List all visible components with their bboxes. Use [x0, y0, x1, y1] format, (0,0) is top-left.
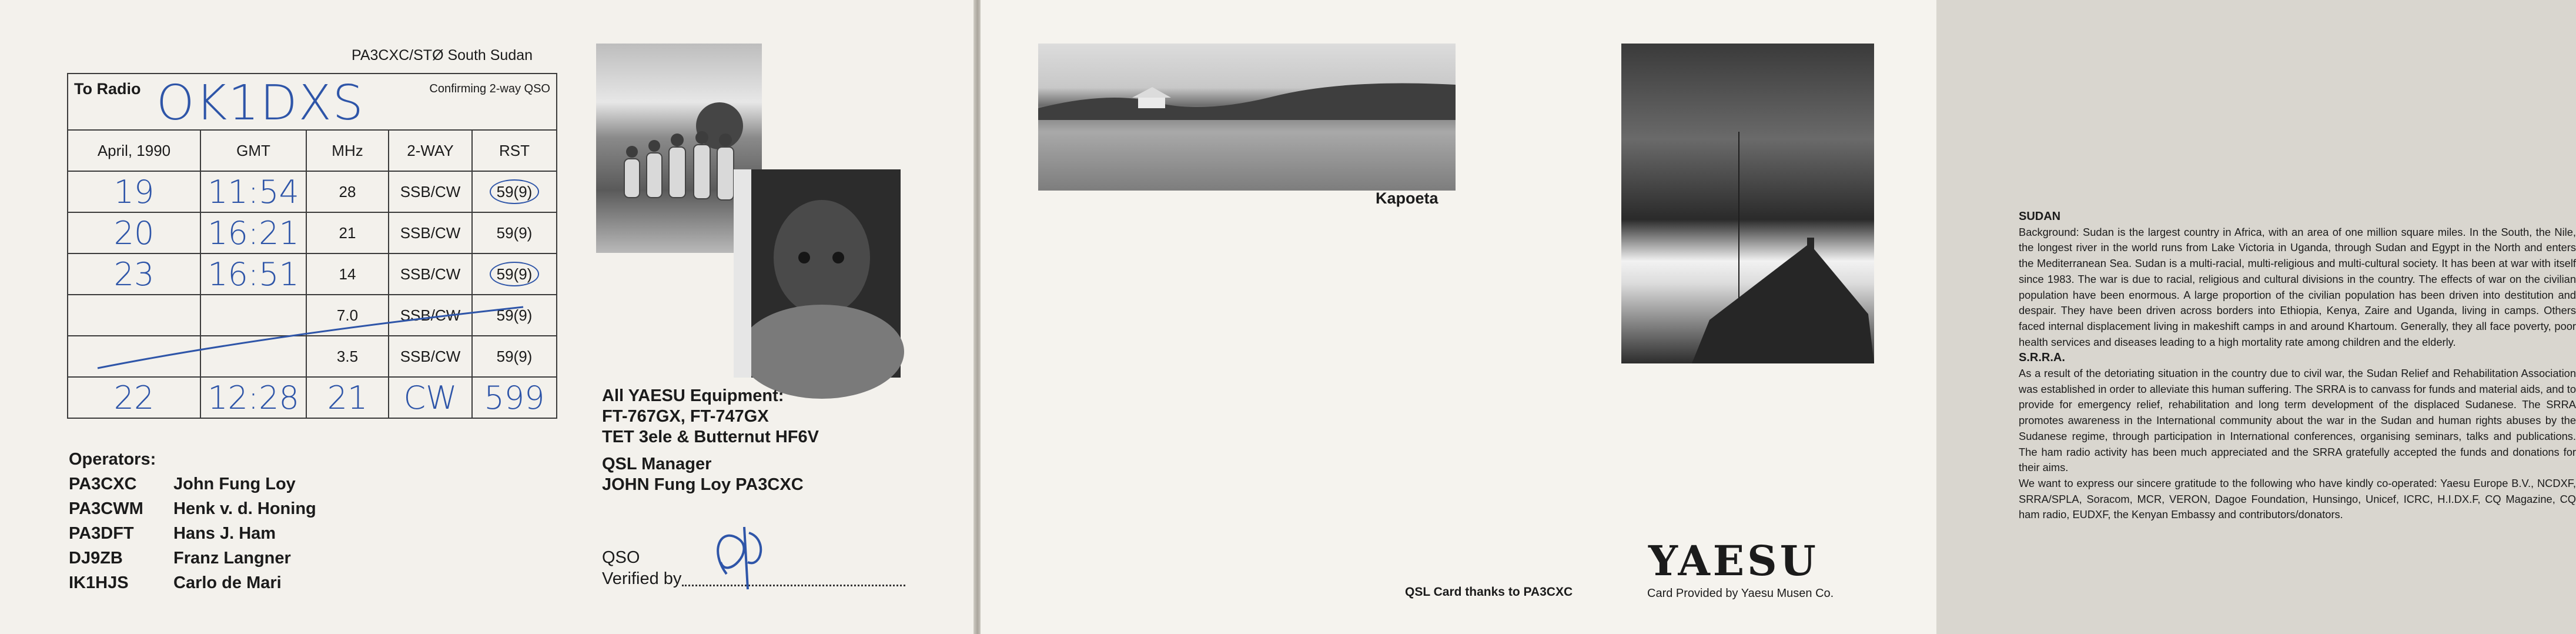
date-cell: 23: [68, 253, 200, 295]
operator-name: Carlo de Mari: [173, 573, 282, 592]
station-header: PA3CXC/STØ South Sudan: [352, 47, 533, 64]
col-header-date: April, 1990: [68, 130, 200, 171]
qsl-manager-name: JOHN Fung Loy PA3CXC: [602, 475, 804, 494]
col-header-rst: RST: [472, 130, 557, 171]
article-text: [2019, 209, 2576, 523]
operator-call: PA3CWM: [69, 499, 143, 518]
mode-cell: SSB/CW: [389, 295, 472, 336]
equipment-block: [602, 386, 819, 448]
table-row: [68, 253, 557, 295]
table-row: [68, 171, 557, 212]
mhz-cell: 14: [306, 253, 389, 295]
provided-by: Card Provided by Yaesu Musen Co.: [1647, 587, 1834, 600]
col-header-gmt: GMT: [200, 130, 306, 171]
operator-call: PA3CXC: [69, 475, 137, 493]
rst-cell: 59(9): [472, 336, 557, 377]
mode-cell: SSB/CW: [389, 336, 472, 377]
date-cell: 20: [68, 212, 200, 253]
gmt-cell: 16:51: [200, 253, 306, 295]
to-radio-cell: [68, 74, 557, 130]
yaesu-logo: YAESU: [1648, 536, 1819, 585]
date-cell: 19: [68, 171, 200, 212]
mhz-cell: 3.5: [306, 336, 389, 377]
operator-name: Franz Langner: [173, 549, 291, 568]
verified-by-label: Verified by: [602, 569, 682, 588]
callsign-handwritten: OK1DXS: [156, 75, 364, 131]
rst-cell: [472, 171, 557, 212]
article-background: Background: Sudan is the largest country in Africa, with an area of one million square miles. In the South, the Nile, the longest river in the world runs from Lake Victoria in Uganda, through Sudan and Egypt in the North and enters the Mediterranean Sea. Sudan is a multi-racial, multi-religious and multi-cultural society. It has been at war with itself since 1983. The war is due to racial, religious and cultural divisions in the country. The effects of war on the civilian population have been enormous. A large proportion of the civilian population has been driven into destitution and despair. They have been driven across borders into Ethiopia, Kenya, Zaire and Uganda, living in camps. Others faced internal displacement living in makeshift camps in and around Khartoum. Generally, they all face poverty, poor health services and diseases leading to a high mortality rate among children and the elderly.: [2019, 225, 2576, 348]
gmt-cell: 16:21: [200, 212, 306, 253]
col-header-mode: 2-WAY: [389, 130, 472, 171]
equipment-antennas: TET 3ele & Butternut HF6V: [602, 428, 819, 446]
qso-verified-block: [602, 547, 681, 589]
signature: [703, 515, 774, 592]
kapoeta-photo: [1038, 44, 1456, 191]
col-header-mhz: MHz: [306, 130, 389, 171]
operator-call: PA3DFT: [69, 524, 134, 543]
table-row: [68, 212, 557, 253]
operator-names: [173, 472, 316, 595]
mode-cell: CW: [389, 377, 472, 418]
srra-paragraph: As a result of the detoriating situation in the country due to civil war, the Sudan Relief and Rehabilitation Association was established in order to alleviate this human suffering. The SRRA is to canvass for funds and material aids, and to provide for emergency relief, rehabilitation and long term development of the displaced Sudanese. The SRRA promotes awareness in the International community about the war in the Sudan and human rights abuses by the Sudanese regime, through participation in International conferences, organising seminars, talks and publications. The ham radio activity has been much appreciated and the SRRA gratefully accepted the funds and donations for their aims.: [2019, 367, 2576, 474]
hut-photo: [1621, 44, 1874, 363]
gmt-cell: 12:28: [200, 377, 306, 418]
qsl-card-back: [981, 0, 2576, 634]
operators-block: [69, 447, 156, 595]
mode-text: SSB/CW: [400, 182, 461, 201]
qso-label: QSO: [602, 548, 640, 567]
article-title: SUDAN: [2019, 210, 2061, 223]
confirming-label: Confirming 2-way QSO: [429, 82, 550, 95]
operator-name: John Fung Loy: [173, 475, 296, 493]
operator-name: Henk v. d. Honing: [173, 499, 316, 518]
operator-name: Hans J. Ham: [173, 524, 276, 543]
operators-title: Operators:: [69, 450, 156, 469]
rst-cell: [472, 253, 557, 295]
equipment-rigs: FT-767GX, FT-747GX: [602, 407, 769, 426]
mhz-cell: 28: [306, 171, 389, 212]
operator-call: IK1HJS: [69, 573, 129, 592]
gmt-cell: 11:54: [200, 171, 306, 212]
mhz-cell: 21: [306, 377, 389, 418]
rst-text: 59(9): [490, 262, 540, 286]
date-cell: 22: [68, 377, 200, 418]
srra-title: S.R.R.A.: [2019, 351, 2065, 365]
rst-cell: 599: [472, 377, 557, 418]
child-photo: [734, 169, 901, 378]
equipment-title: All YAESU Equipment:: [602, 386, 784, 405]
rst-cell: 59(9): [472, 212, 557, 253]
mhz-cell: 21: [306, 212, 389, 253]
operator-call: DJ9ZB: [69, 549, 123, 568]
rst-text: 59(9): [490, 179, 540, 204]
qsl-card-front: [0, 0, 976, 634]
mhz-cell: 7.0: [306, 295, 389, 336]
rst-cell: 59(9): [472, 295, 557, 336]
mode-cell: [389, 171, 472, 212]
strike-line: [88, 294, 535, 376]
to-radio-label: To Radio: [74, 80, 141, 98]
mode-cell: SSB/CW: [389, 253, 472, 295]
thanks-paragraph: We want to express our sincere gratitude to the following who have kindly co-operated: Yaesu Europe B.V., NCDXF, SRRA/SPLA, Soracom, MCR, VERON, Dagoe Foundation, Hunsingo, Unicef, ICRC, H.I.DX.F, CQ Magazine, CQ ham radio, EUDXF, the Kenyan Embassy and contributors/donators.: [2019, 476, 2576, 521]
mode-cell: SSB/CW: [389, 212, 472, 253]
qsl-manager-block: [602, 454, 804, 495]
qsl-manager-title: QSL Manager: [602, 455, 712, 473]
kapoeta-caption: Kapoeta: [1376, 189, 1438, 207]
qsl-thanks: QSL Card thanks to PA3CXC: [1405, 585, 1573, 599]
table-row: [68, 377, 557, 418]
